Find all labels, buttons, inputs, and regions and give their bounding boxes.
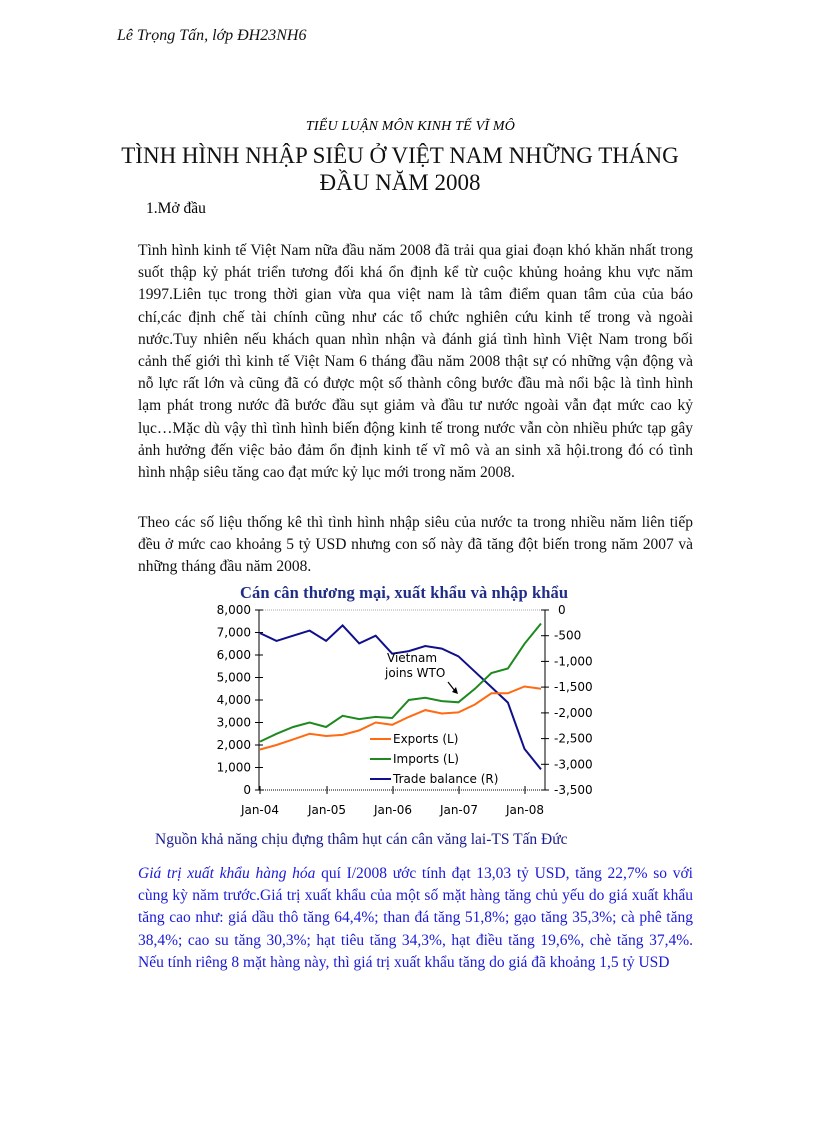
document-subtitle bbox=[0, 119, 816, 135]
svg-text:-1,500: -1,500 bbox=[554, 680, 593, 695]
svg-text:Jan-07: Jan-07 bbox=[439, 803, 479, 817]
svg-text:joins WTO: joins WTO bbox=[385, 666, 446, 680]
paragraph-trade-deficit: Theo các số liệu thống kê thì tình hình nhập siêu của nước ta trong nhiều năm liên tiếp đều ở mức cao khoảng 5 tỷ USD nhưng con số này đã tăng đột biến trong năm 2007 và những tháng đầu năm 2008. bbox=[138, 514, 693, 576]
svg-text:Jan-06: Jan-06 bbox=[373, 803, 413, 817]
svg-text:5,000: 5,000 bbox=[216, 670, 251, 685]
svg-text:1,000: 1,000 bbox=[216, 760, 251, 775]
svg-text:Jan-05: Jan-05 bbox=[307, 803, 347, 817]
svg-text:Jan-08: Jan-08 bbox=[505, 803, 545, 817]
svg-text:2,000: 2,000 bbox=[216, 738, 251, 752]
trade-balance-line bbox=[260, 625, 541, 769]
exports-italic-lead: Giá trị xuất khẩu hàng hóa bbox=[138, 865, 316, 882]
section-heading: 1.Mở đầu bbox=[146, 200, 206, 217]
legend-balance: Trade balance (R) bbox=[393, 772, 499, 786]
svg-text:0: 0 bbox=[558, 603, 566, 617]
svg-text:3,000: 3,000 bbox=[216, 715, 251, 730]
trade-chart bbox=[200, 600, 600, 825]
svg-text:7,000: 7,000 bbox=[216, 625, 251, 640]
left-axis-labels bbox=[217, 603, 251, 797]
paragraph-intro: Tình hình kinh tế Việt Nam nữa đầu năm 2008 đã trải qua giai đoạn khó khăn nhất trong suốt thập kỷ phát triển tương đối khá ổn định kể từ cuộc khủng hoảng khu vực năm 1997.Liên tục trong thời gian vừa qua việt nam là tâm điểm quan tâm của của báo chí,các định chế tài chính cũng như các tổ chức nghiên cứu kinh tế trong và ngoài nước.Tuy nhiên nếu khách quan nhìn nhận và đánh giá tình hình Việt Nam trong bối cảnh thế giới thì kinh tế Việt Nam 6 tháng đầu năm 2008 thật sự có những vận động và nỗ lực rất lớn và cũng đã có được một số thành công bước đầu mà nổi bậc là tình hình lạm phát trong nước đã bước đầu sụt giảm và đầu tư nước ngoài vẫn đạt mức cao kỷ lục…Mặc dù vậy thì tình hình biến động kinh tế trong nước vẫn còn nhiều phức tạp gây ảnh hưởng đến việc bảo đảm ổn định kinh tế vĩ mô và an sinh xã hội.trong đó có tình hình nhập siêu tăng cao đạt mức kỷ lục mới trong năm 2008. bbox=[138, 242, 693, 482]
wto-annotation bbox=[384, 651, 458, 694]
chart-legend bbox=[370, 732, 498, 786]
svg-text:0: 0 bbox=[243, 783, 251, 797]
svg-text:8,000: 8,000 bbox=[216, 603, 251, 617]
x-axis-labels bbox=[240, 803, 544, 817]
legend-imports: Imports (L) bbox=[393, 752, 459, 766]
svg-text:-2,500: -2,500 bbox=[554, 731, 593, 746]
document-title: TÌNH HÌNH NHẬP SIÊU Ở VIỆT NAM NHỮNG THÁNG ĐẦU NĂM 2008 bbox=[121, 143, 679, 195]
right-axis-labels bbox=[554, 603, 593, 797]
author-line: Lê Trọng Tấn, lớp ĐH23NH6 bbox=[117, 27, 307, 44]
svg-text:-3,500: -3,500 bbox=[554, 783, 593, 797]
subtitle-text: TIỂU LUẬN MÔN KINH TẾ VĨ MÔ bbox=[305, 119, 516, 134]
exports-text: quí I/2008 ước tính đạt 13,03 tỷ USD, tăng 22,7% so với cùng kỳ năm trước.Giá trị xuất khẩu của một số mặt hàng tăng chủ yếu do giá xuất khẩu tăng cao như: giá dầu thô tăng 64,4%; than đá tăng 51,8%; gạo tăng 35,3%; cà phê tăng 38,4%; cao su tăng 30,3%; hạt tiêu tăng 34,3%, hạt điều tăng 19,6%, chè tăng 37,4%. Nếu tính riêng 8 mặt hàng này, thì giá trị xuất khẩu tăng do giá đã khoảng 1,5 tỷ USD bbox=[138, 865, 693, 971]
svg-text:Jan-04: Jan-04 bbox=[240, 803, 280, 817]
svg-text:-500: -500 bbox=[554, 628, 582, 643]
paragraph-exports bbox=[138, 863, 693, 974]
imports-line bbox=[260, 624, 541, 742]
svg-text:-2,000: -2,000 bbox=[554, 705, 593, 720]
svg-text:-1,000: -1,000 bbox=[554, 654, 593, 669]
svg-text:4,000: 4,000 bbox=[216, 693, 251, 707]
chart-title: Cán cân thương mại, xuất khẩu và nhập khẩu bbox=[240, 583, 569, 602]
svg-text:6,000: 6,000 bbox=[216, 648, 251, 662]
legend-exports: Exports (L) bbox=[393, 732, 459, 746]
chart-source-caption: Nguồn khả năng chịu đựng thâm hụt cán cân văng lai-TS Tấn Đức bbox=[155, 831, 568, 848]
svg-text:-3,000: -3,000 bbox=[554, 757, 593, 772]
svg-text:Vietnam: Vietnam bbox=[387, 651, 438, 665]
